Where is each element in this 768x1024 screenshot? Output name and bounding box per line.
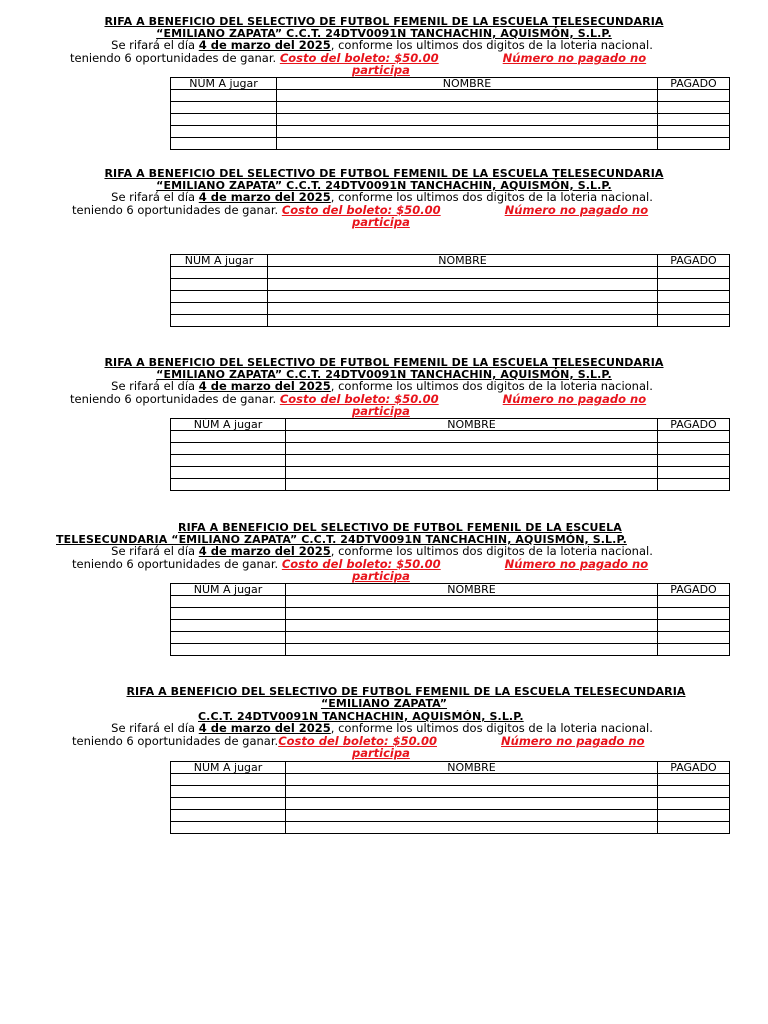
ticket-school-cct: C.C.T. 24DTV0091N TANCHACHIN, AQUISMÓN, S.L.P. [198,710,524,723]
table-row[interactable] [171,291,730,303]
table-row[interactable] [171,431,730,443]
ticket-school-name: “EMILIANO ZAPATA” [320,697,448,710]
table-row[interactable] [171,90,730,102]
draw-info: Se rifará el día 4 de marzo del 2025, conforme los ultimos dos digitos de la loteria nacional. [111,544,653,558]
table-row[interactable] [171,632,730,644]
ticket-title: RIFA A BENEFICIO DEL SELECTIVO DE FUTBOL FEMENIL DE LA ESCUELA TELESECUNDARIA [126,685,686,698]
unpaid-line-2: participa [352,569,410,583]
table-row[interactable] [171,102,730,114]
table-header: NÚM A jugar NOMBRE PAGADO [171,584,730,596]
table-row[interactable] [171,608,730,620]
chances-line: teniendo 6 oportunidades de ganar. Costo del boleto: $50.00 Número no pagado no [70,392,647,406]
table-row[interactable] [171,810,730,822]
table-row[interactable] [171,279,730,291]
ticket-school: TELESECUNDARIA “EMILIANO ZAPATA” C.C.T. 24DTV0091N TANCHACHIN, AQUISMÓN, S.L.P. [56,533,627,546]
ticket-table [170,418,730,491]
table-row[interactable] [171,126,730,138]
table-header: NÚM A jugar NOMBRE PAGADO [171,78,730,90]
ticket-table [170,254,730,327]
table-row[interactable] [171,620,730,632]
table-row[interactable] [171,455,730,467]
draw-info: Se rifará el día 4 de marzo del 2025, conforme los ultimos dos digitos de la loteria nacional. [111,721,653,735]
chances-line: teniendo 6 oportunidades de ganar.Costo del boleto: $50.00 Número no pagado no [72,734,645,748]
table-row[interactable] [171,303,730,315]
draw-info: Se rifará el día 4 de marzo del 2025, conforme los ultimos dos digitos de la loteria nacional. [111,379,653,393]
ticket-school: “EMILIANO ZAPATA” C.C.T. 24DTV0091N TANCHACHIN, AQUISMÓN, S.L.P. [156,368,612,381]
table-row[interactable] [171,774,730,786]
table-header: NÚM A jugar NOMBRE PAGADO [171,419,730,431]
table-row[interactable] [171,443,730,455]
table-row[interactable] [171,467,730,479]
table-header: NÚM A jugar NOMBRE PAGADO [171,255,730,267]
table-row[interactable] [171,315,730,327]
draw-info: Se rifará el día 4 de marzo del 2025, conforme los ultimos dos digitos de la loteria nacional. [111,190,653,204]
table-row[interactable] [171,479,730,491]
unpaid-line-2: participa [352,63,410,77]
table-row[interactable] [171,596,730,608]
table-row[interactable] [171,138,730,150]
table-row[interactable] [171,786,730,798]
chances-line: teniendo 6 oportunidades de ganar. Costo del boleto: $50.00 Número no pagado no [72,557,649,571]
ticket-table [170,77,730,150]
ticket-title: RIFA A BENEFICIO DEL SELECTIVO DE FUTBOL FEMENIL DE LA ESCUELA TELESECUNDARIA [104,356,664,369]
unpaid-line-2: participa [352,215,410,229]
ticket-table [170,583,730,656]
table-row[interactable] [171,798,730,810]
unpaid-line-2: participa [352,746,410,760]
ticket-title: RIFA A BENEFICIO DEL SELECTIVO DE FUTBOL FEMENIL DE LA ESCUELA TELESECUNDARIA [104,167,664,180]
table-row[interactable] [171,822,730,834]
draw-info: Se rifará el día 4 de marzo del 2025, conforme los ultimos dos digitos de la loteria nacional. [111,38,653,52]
table-row[interactable] [171,114,730,126]
chances-line: teniendo 6 oportunidades de ganar. Costo del boleto: $50.00 Número no pagado no [70,51,647,65]
table-row[interactable] [171,267,730,279]
table-header: NÚM A jugar NOMBRE PAGADO [171,762,730,774]
ticket-school: “EMILIANO ZAPATA” C.C.T. 24DTV0091N TANCHACHIN, AQUISMÓN, S.L.P. [156,27,612,40]
ticket-table [170,761,730,834]
table-row[interactable] [171,644,730,656]
chances-line: teniendo 6 oportunidades de ganar. Costo del boleto: $50.00 Número no pagado no [72,203,649,217]
ticket-title: RIFA A BENEFICIO DEL SELECTIVO DE FUTBOL FEMENIL DE LA ESCUELA [178,521,622,534]
ticket-title: RIFA A BENEFICIO DEL SELECTIVO DE FUTBOL FEMENIL DE LA ESCUELA TELESECUNDARIA [104,15,664,28]
ticket-school: “EMILIANO ZAPATA” C.C.T. 24DTV0091N TANCHACHIN, AQUISMÓN, S.L.P. [156,179,612,192]
unpaid-line-2: participa [352,404,410,418]
